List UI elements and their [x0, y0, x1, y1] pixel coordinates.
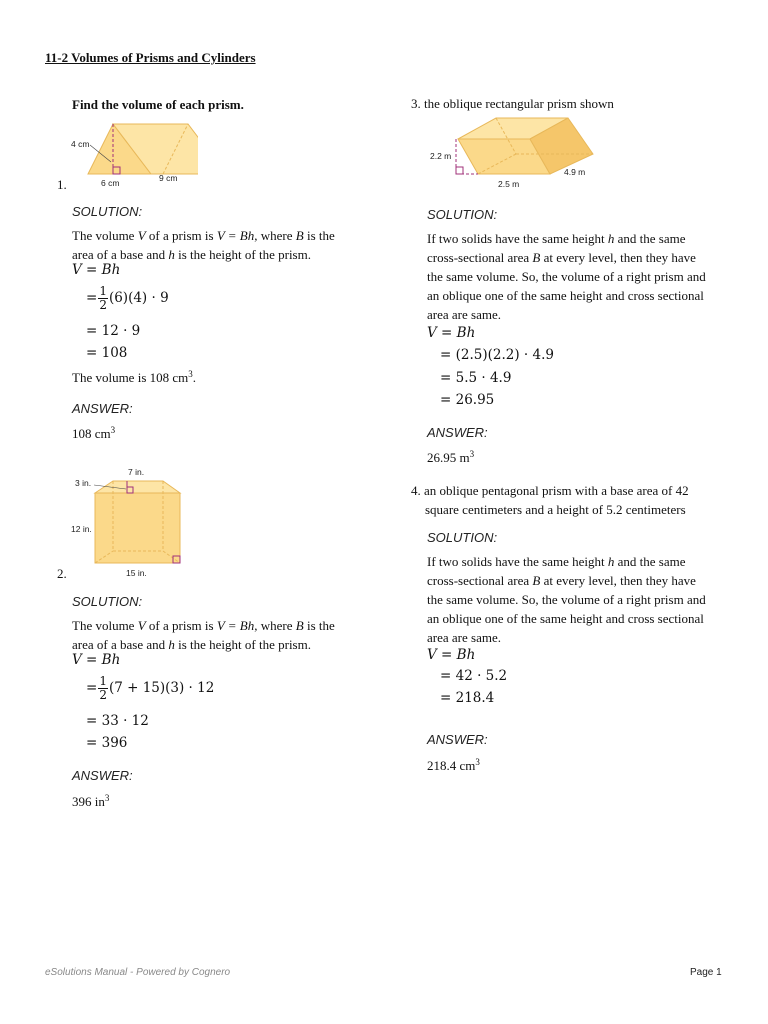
p4-prompt: 4. an oblique pentagonal prism with a base area of 42 square centimeters and a height of 5.2 centimeters [411, 483, 689, 517]
p1-conclusion: The volume is 108 $cm^3$. [72, 369, 197, 385]
p4-eq0: V = Bh [427, 647, 476, 663]
footer-credit: eSolutions Manual - Powered by Cognero [45, 967, 231, 978]
p3-prompt: 3. the oblique rectangular prism shown [411, 96, 614, 111]
p2-answer: 396 $in^3$ [72, 793, 110, 809]
p3-answer-label: ANSWER: [427, 425, 488, 440]
fig2-height-label: 12 in. [71, 524, 92, 534]
p3-eq3: = 26.95 [440, 392, 495, 408]
p2-explanation: The volume V of a prism is V = Bh, where B is the area of a base and h is the height of the prism. [72, 618, 335, 652]
p3-solution-label: SOLUTION: [427, 207, 498, 222]
p4-solution-label: SOLUTION: [427, 530, 498, 545]
fig2-small-label: 3 in. [75, 478, 92, 488]
triangular-prism-figure [68, 112, 198, 192]
p1-eq3: = 108 [86, 345, 128, 361]
fig2-top-label: 7 in. [128, 467, 145, 477]
p3-eq1: = (2.5)(2.2) · 4.9 [440, 347, 554, 363]
p3-explanation: If two solids have the same height h and the same cross-sectional area B at every level, then they have the same volume. So, the volume of a right prism and an oblique one of the same height and cross sectional area are same. [427, 231, 706, 322]
p1-explanation: The volume V of a prism is V = Bh, where B is the area of a base and h is the height of the prism. [72, 228, 335, 262]
p2-eq1: = $\frac{1}{2}$ (7 + 15)(3) · 12 [86, 674, 215, 702]
problem-2-number: 2. [57, 566, 67, 581]
p1-eq0: V = Bh [72, 262, 121, 278]
p1-answer-label: ANSWER: [72, 401, 133, 416]
p3-eq2: = 5.5 · 4.9 [440, 370, 512, 386]
fig2-base-label: 15 in. [126, 568, 147, 578]
fig1-length-label: 9 cm [159, 173, 178, 183]
page-number: Page 1 [690, 967, 722, 978]
p1-solution-label: SOLUTION: [72, 204, 143, 219]
p2-eq0: V = Bh [72, 652, 121, 668]
p4-explanation: If two solids have the same height h and the same cross-sectional area B at every level, then they have the same volume. So, the volume of a right prism and an oblique one of the same height and cross sectional area are same. [427, 554, 706, 645]
fig3-height-label: 2.2 m [430, 151, 452, 161]
problem-1-number: 1. [57, 177, 67, 192]
p3-eq0: V = Bh [427, 325, 476, 341]
fig3-length-label: 4.9 m [564, 167, 586, 177]
p2-answer-label: ANSWER: [72, 768, 133, 783]
p3-answer: 26.95 $m^3$ [427, 449, 475, 465]
fig3-width-label: 2.5 m [498, 179, 520, 189]
p1-eq1: = $\frac{1}{2}$ (6)(4) · 9 [86, 284, 169, 312]
instruction-heading: Find the volume of each prism. [72, 97, 244, 112]
p2-eq3: = 396 [86, 735, 128, 751]
p4-eq1: = 42 · 5.2 [440, 668, 508, 684]
p1-eq2: = 12 · 9 [86, 323, 141, 339]
page-title: 11-2 Volumes of Prisms and Cylinders [45, 50, 256, 65]
oblique-prism-figure [428, 112, 603, 192]
p2-eq2: = 33 · 12 [86, 713, 149, 729]
p2-solution-label: SOLUTION: [72, 594, 143, 609]
p1-answer: 108 $cm^3$ [72, 425, 116, 441]
p4-answer-label: ANSWER: [427, 732, 488, 747]
fig1-base-label: 6 cm [101, 178, 120, 188]
fig1-height-label: 4 cm [71, 139, 90, 149]
p4-eq2: = 218.4 [440, 690, 495, 706]
trapezoidal-prism-figure [68, 465, 188, 580]
p4-answer: 218.4 $cm^3$ [427, 757, 480, 773]
